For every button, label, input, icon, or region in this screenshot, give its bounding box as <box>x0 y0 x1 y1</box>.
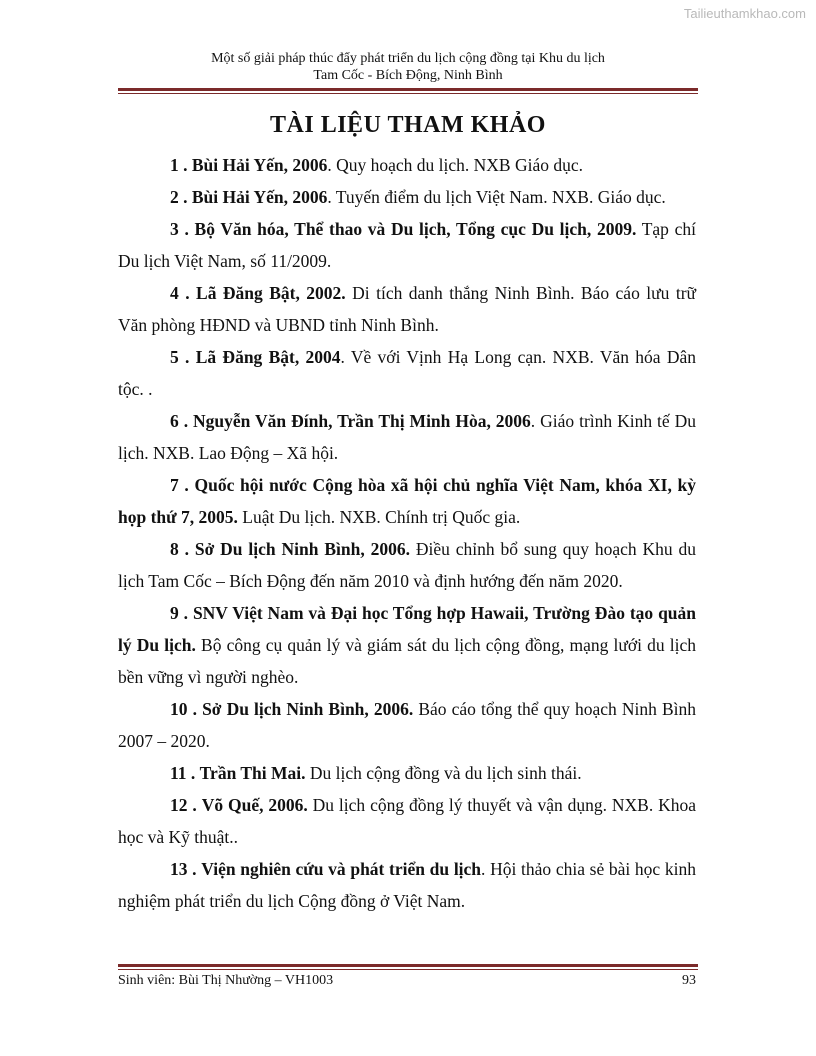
page-title: TÀI LIỆU THAM KHẢO <box>270 112 546 138</box>
reference-number: 3 . <box>170 219 189 239</box>
reference-author: Võ Quế, 2006. <box>201 795 308 815</box>
reference-item <box>118 181 696 213</box>
reference-text: . Về với Vịnh Hạ Long cạn. NXB. Văn hóa Dân tộc. . <box>118 347 697 399</box>
reference-number: 10 . <box>170 699 197 719</box>
reference-text: Du lịch cộng đồng và du lịch sinh thái. <box>305 763 582 783</box>
reference-text: Di tích danh thắng Ninh Bình. Báo cáo lưu trữ Văn phòng HĐND và UBND tỉnh Ninh Bình. <box>118 283 697 335</box>
reference-number: 13 . <box>170 859 197 879</box>
reference-author: SNV Việt Nam và Đại học Tổng hợp Hawaii, Trường Đào tạo quản lý Du lịch. <box>118 603 697 655</box>
reference-item <box>118 757 696 789</box>
reference-list <box>118 149 696 917</box>
footer-rule <box>118 964 698 970</box>
reference-author: Trần Thi Mai. <box>199 763 306 783</box>
reference-text: Luật Du lịch. NXB. Chính trị Quốc gia. <box>237 507 521 527</box>
reference-item <box>118 789 696 853</box>
reference-text: Bộ công cụ quản lý và giám sát du lịch cộng đồng, mạng lưới du lịch bền vững vì người nghèo. <box>118 635 696 687</box>
page-number: 93 <box>682 973 696 988</box>
reference-item <box>118 149 696 181</box>
reference-text: Tạp chí Du lịch Việt Nam, số 11/2009. <box>118 219 697 271</box>
reference-item <box>118 405 696 469</box>
reference-author: Sở Du lịch Ninh Bình, 2006. <box>194 539 410 559</box>
reference-text: . Giáo trình Kinh tế Du lịch. NXB. Lao Động – Xã hội. <box>118 411 697 463</box>
reference-number: 2 . <box>170 187 188 207</box>
running-header <box>118 50 698 84</box>
reference-author: Bộ Văn hóa, Thể thao và Du lịch, Tổng cục Du lịch, 2009. <box>194 219 637 239</box>
reference-number: 5 . <box>170 347 190 367</box>
watermark: Tailieuthamkhao.com <box>683 6 806 21</box>
reference-author: Lã Đăng Bật, 2002. <box>196 283 346 303</box>
reference-author: Quốc hội nước Cộng hòa xã hội chủ nghĩa Việt Nam, khóa XI, kỳ họp thứ 7, 2005. <box>118 475 697 527</box>
reference-number: 8 . <box>170 539 189 559</box>
reference-number: 1 . <box>170 155 188 175</box>
header-rule <box>118 88 698 94</box>
reference-number: 7 . <box>170 475 189 495</box>
reference-number: 6 . <box>170 411 189 431</box>
reference-item <box>118 853 696 917</box>
footer-student: Sinh viên: Bùi Thị Nhường – VH1003 <box>118 973 334 988</box>
reference-item <box>118 277 696 341</box>
reference-text: . Quy hoạch du lịch. NXB Giáo dục. <box>327 155 584 175</box>
reference-item <box>118 341 696 405</box>
reference-number: 9 . <box>170 603 189 623</box>
reference-text: . Hội thảo chia sẻ bài học kinh nghiệm phát triển du lịch Cộng đồng ở Việt Nam. <box>118 859 696 911</box>
reference-author: Viện nghiên cứu và phát triển du lịch <box>201 859 482 879</box>
reference-number: 11 . <box>170 763 196 783</box>
reference-author: Lã Đăng Bật, 2004 <box>195 347 341 367</box>
header-line-2: Tam Cốc - Bích Động, Ninh Bình <box>313 68 503 83</box>
reference-item <box>118 533 696 597</box>
reference-item <box>118 469 696 533</box>
reference-text: . Tuyến điểm du lịch Việt Nam. NXB. Giáo dục. <box>327 187 666 207</box>
reference-author: Nguyễn Văn Đính, Trần Thị Minh Hòa, 2006 <box>193 411 531 431</box>
reference-text: Điều chỉnh bổ sung quy hoạch Khu du lịch Tam Cốc – Bích Động đến năm 2010 và định hướng đến năm 2020. <box>118 539 697 591</box>
reference-item <box>118 597 696 693</box>
reference-author: Bùi Hải Yến, 2006 <box>191 187 328 207</box>
reference-text: Báo cáo tổng thể quy hoạch Ninh Bình 2007 – 2020. <box>118 699 697 751</box>
reference-author: Bùi Hải Yến, 2006 <box>191 155 328 175</box>
reference-number: 4 . <box>170 283 190 303</box>
header-line-1: Một số giải pháp thúc đẩy phát triển du lịch cộng đồng tại Khu du lịch <box>211 51 605 66</box>
reference-item <box>118 213 696 277</box>
reference-author: Sở Du lịch Ninh Bình, 2006. <box>202 699 414 719</box>
reference-number: 12 . <box>170 795 197 815</box>
reference-item <box>118 693 696 757</box>
reference-text: Du lịch cộng đồng lý thuyết và vận dụng. NXB. Khoa học và Kỹ thuật.. <box>118 795 697 847</box>
